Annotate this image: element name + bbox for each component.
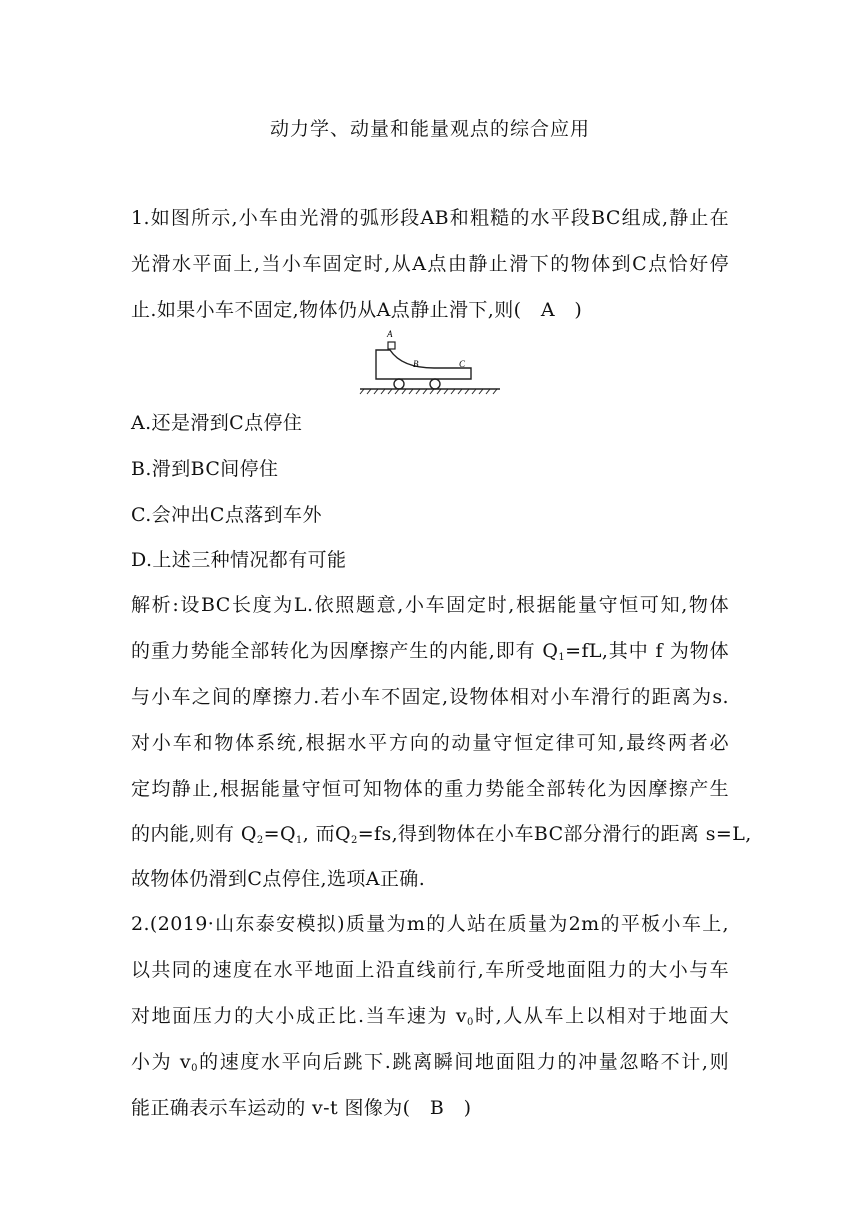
option-d: D.上述三种情况都有可能 bbox=[131, 549, 347, 571]
q2-line-1: 2.(2019·山东泰安模拟)质量为m的人站在质量为2m的平板小车上, bbox=[131, 913, 729, 935]
option-a: A.还是滑到C点停住 bbox=[131, 412, 303, 434]
q2-line-4: 小为 $v_0$的速度水平向后跳下.跳离瞬间地面阻力的冲量忽略不计,则 bbox=[131, 1051, 729, 1074]
label-b: B bbox=[413, 359, 419, 369]
analysis-line-5: 定均静止,根据能量守恒可知物体的重力势能全部转化为因摩擦产生 bbox=[131, 778, 729, 800]
option-b: B.滑到BC间停住 bbox=[131, 458, 279, 480]
analysis-line-4: 对小车和物体系统,根据水平方向的动量守恒定律可知,最终两者必 bbox=[131, 732, 729, 754]
cart-diagram bbox=[358, 324, 502, 396]
block-icon bbox=[388, 342, 395, 349]
q2-line-5: 能正确表示车运动的 v-t 图像为( B ) bbox=[131, 1097, 472, 1119]
analysis-line-7: 故物体仍滑到C点停住,选项A正确. bbox=[131, 868, 426, 890]
q1-stem-line-1: 1.如图所示,小车由光滑的弧形段AB和粗糙的水平段BC组成,静止在 bbox=[131, 207, 729, 229]
wheel-icon bbox=[430, 379, 440, 389]
q2-line-2: 以共同的速度在水平地面上沿直线前行,车所受地面阻力的大小与车 bbox=[131, 959, 729, 981]
q1-stem-line-2: 光滑水平面上,当小车固定时,从A点由静止滑下的物体到C点恰好停 bbox=[131, 253, 729, 275]
q2-line-3: 对地面压力的大小成正比.当车速为 $v_0$时,人从车上以相对于地面大 bbox=[131, 1005, 729, 1028]
analysis-line-2: 的重力势能全部转化为因摩擦产生的内能,即有 $Q_1=fL$,其中 f 为物体 bbox=[131, 640, 729, 663]
option-c: C.会冲出C点落到车外 bbox=[131, 504, 322, 526]
page-title: 动力学、动量和能量观点的综合应用 bbox=[269, 118, 590, 140]
wheel-icon bbox=[394, 379, 404, 389]
analysis-line-6: 的内能,则有 $Q_2=Q_1$, 而$Q_2=fs$,得到物体在小车BC部分滑行的距离 s=L, bbox=[131, 823, 752, 846]
q1-stem-line-3: 止.如果小车不固定,物体仍从A点静止滑下,则( A ) bbox=[131, 299, 583, 321]
analysis-line-3: 与小车之间的摩擦力.若小车不固定,设物体相对小车滑行的距离为s. bbox=[131, 686, 729, 708]
cart-figure bbox=[358, 324, 502, 400]
label-a: A bbox=[387, 329, 393, 339]
label-c: C bbox=[459, 359, 466, 369]
analysis-line-1: 解析:设BC长度为L.依照题意,小车固定时,根据能量守恒可知,物体 bbox=[131, 594, 729, 616]
